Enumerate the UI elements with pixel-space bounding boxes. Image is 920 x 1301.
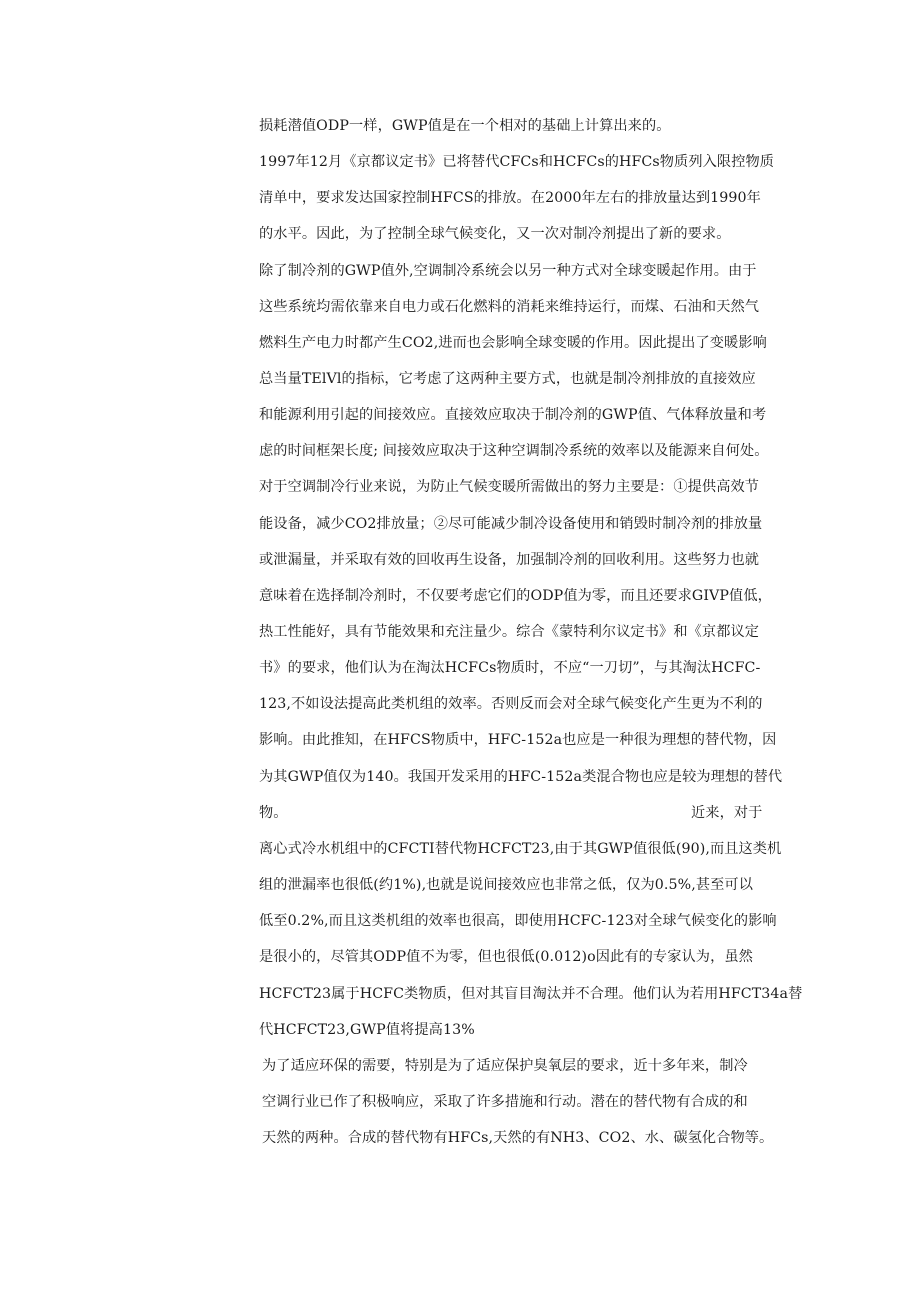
text-line: 天然的两种。合成的替代物有HFCs,天然的有NH3、CO2、水、碳氢化合物等。	[262, 1130, 774, 1146]
text-line: 和能源利用引起的间接效应。直接效应取决于制冷剂的GWP值、气体释放量和考	[259, 407, 767, 423]
text-line: 低至0.2%,而且这类机组的效率也很高，即使用HCFC-123对全球气候变化的影响	[259, 913, 777, 929]
text-line: 对于空调制冷行业来说，为防止气候变暖所需做出的努力主要是：①提供高效节	[259, 479, 760, 495]
text-line: 空调行业已作了积极响应，采取了许多措施和行动。潜在的替代物有合成的和	[262, 1094, 748, 1110]
text-line: 书》的要求，他们认为在淘汰HCFCs物质时，不应“一刀切”，与其淘汰HCFC-	[259, 660, 761, 676]
text-line: 能设备，减少CO2排放量；②尽可能减少制冷设备使用和销毁时制冷剂的排放量	[259, 516, 763, 532]
text-line: 的水平。因此，为了控制全球气候变化，又一次对制冷剂提出了新的要求。	[259, 226, 731, 242]
text-line: 1997年12月《京都议定书》已将替代CFCs和HCFCs的HFCs物质列入限控物质	[259, 154, 775, 170]
text-line: 为其GWP值仅为140。我国开发采用的HFC-152a类混合物也应是较为理想的替代	[259, 769, 783, 785]
text-line: HCFCT23属于HCFC类物质，但对其盲目淘汰并不合理。他们认为若用HFCT34a替	[259, 986, 803, 1002]
text-line: 离心式冷水机组中的CFCTI替代物HCFCT23,由于其GWP值很低(90),而且这类机	[259, 841, 782, 857]
text-line: 这些系统均需依靠来自电力或石化燃料的消耗来维持运行，而煤、石油和天然气	[259, 299, 760, 315]
text-line: 影响。由此推知，在HFCS物质中，HFC-152a也应是一种很为理想的替代物，因	[259, 732, 777, 748]
text-line: 热工性能好，具有节能效果和充注量少。综合《蒙特利尔议定书》和《京都议定	[259, 624, 760, 640]
text-line: 代HCFCT23,GWP值将提高13%	[259, 1022, 475, 1038]
text-line: 除了制冷剂的GWP值外,空调制冷系统会以另一种方式对全球变暖起作用。由于	[259, 263, 757, 279]
text-line: 燃料生产电力时都产生CO2,进而也会影响全球变暖的作用。因此提出了变暖影响	[259, 335, 767, 351]
text-line: 或泄漏量，并采取有效的回收再生设备，加强制冷剂的回收利用。这些努力也就	[259, 552, 760, 568]
text-line: 物。	[259, 805, 288, 821]
text-line: 清单中，要求发达国家控制HFCS的排放。在2000年左右的排放量达到1990年	[259, 190, 761, 206]
text-line: 为了适应环保的需要，特别是为了适应保护臭氧层的要求，近十多年来，制冷	[262, 1058, 748, 1074]
text-line: 总当量TElVl的指标，它考虑了这两种主要方式，也就是制冷剂排放的直接效应	[259, 371, 756, 387]
text-line: 近来，对于	[691, 805, 763, 821]
text-line: 虑的时间框架长度; 间接效应取决于这种空调制冷系统的效率以及能源来自何处。	[259, 443, 769, 459]
text-line: 组的泄漏率也很低(约1%),也就是说间接效应也非常之低，仅为0.5%,甚至可以	[259, 877, 753, 893]
text-line: 是很小的，尽管其ODP值不为零，但也很低(0.012)o因此有的专家认为，虽然	[259, 949, 753, 965]
text-line: 123,不如设法提高此类机组的效率。否则反而会对全球气候变化产生更为不利的	[259, 696, 763, 712]
text-line: 意味着在选择制冷剂时，不仅要考虑它们的ODP值为零，而且还要求GIVP值低，	[259, 588, 772, 604]
text-line: 损耗潜值ODP一样，GWP值是在一个相对的基础上计算出来的。	[259, 118, 671, 134]
